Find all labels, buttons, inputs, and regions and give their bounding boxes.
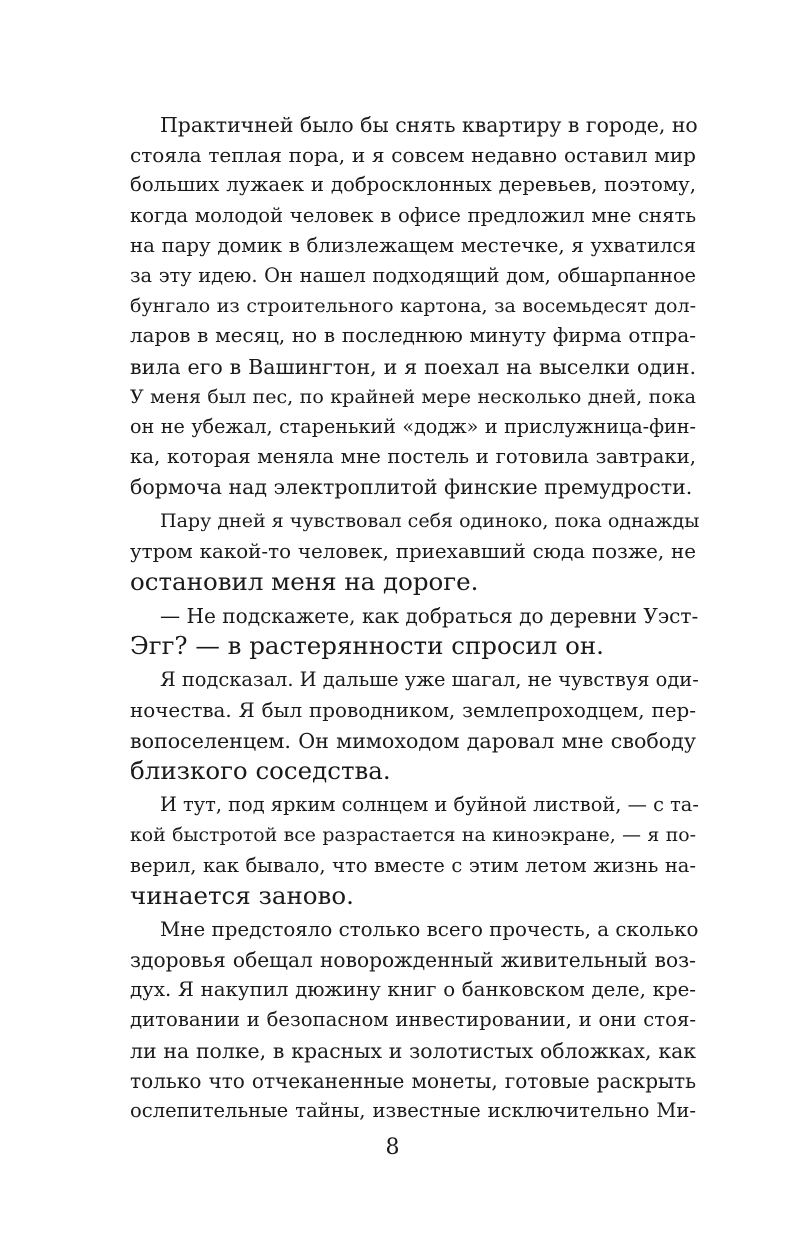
text-line: больших лужаек и добросклонных деревьев, поэтому, [130, 173, 696, 197]
paragraph [130, 665, 699, 786]
text-line: близкого соседства. [130, 755, 391, 785]
text-line: — Не подскажете, как добраться до деревни Уэст- [160, 604, 699, 628]
text-line: утром какой-то человек, приехавший сюда позже, не [130, 539, 696, 563]
text-line: чинается заново. [130, 880, 354, 910]
text-line: остановил меня на дороге. [130, 566, 479, 596]
text-line: дух. Я накупил дюжину книг о банковском деле, кре- [130, 978, 696, 1002]
text-line: стояла теплая пора, и я совсем недавно оставил мир [130, 143, 696, 168]
text-line: бунгало из строительного картона, за восемьдесят дол- [130, 295, 696, 318]
text-line: ли на полке, в красных и золотистых обложках, как [130, 1038, 696, 1063]
text-line: верил, как бывало, что вместе с этим летом жизнь на- [130, 853, 696, 877]
text-line: на пару домик в близлежащем местечке, я ухватился [130, 233, 696, 257]
paragraph [130, 601, 699, 661]
text-line: У меня был пес, по крайней мере несколько дней, пока [130, 385, 696, 408]
text-line: бормоча над электроплитой финские премудрости. [130, 475, 693, 500]
text-line: Пару дней я чувствовал себя одиноко, пока однажды [160, 510, 700, 533]
text-line: Практичней было бы снять квартиру в городе, но [160, 113, 698, 137]
paragraph [130, 110, 696, 502]
text-line: И тут, под ярким солнцем и буйной листвой, — с та- [160, 793, 699, 817]
text-line: Я подсказал. И дальше уже шагал, не чувствуя оди- [160, 668, 699, 692]
text-line: он не убежал, старенький «додж» и прислужница-фин- [130, 414, 696, 438]
text-line: ночества. Я был проводником, землепроходцем, пер- [130, 698, 696, 722]
page-number: 8 [385, 1135, 400, 1160]
text-line: здоровья обещал новорожденный живительный воз- [130, 948, 696, 973]
text-line: Мне предстояло столько всего прочесть, а сколько [160, 917, 699, 941]
text-line: кой быстротой все разрастается на киноэкране, — я по- [130, 824, 696, 847]
text-line: когда молодой человек в офисе предложил мне снять [130, 203, 696, 227]
text-line: ослепительные тайны, известные исключительно Ми- [130, 1099, 696, 1122]
text-line: только что отчеканенные монеты, готовые раскрыть [130, 1068, 696, 1093]
body-text [130, 110, 700, 1126]
paragraph [130, 506, 700, 597]
text-line: вопоселенцем. Он мимоходом даровал мне свободу [130, 728, 696, 753]
text-line: Эгг? — в растерянности спросил он. [130, 631, 604, 661]
text-line: ларов в месяц, но в последнюю минуту фирма отпра- [130, 324, 696, 348]
text-line: за эту идею. Он нашел подходящий дом, обшарпанное [130, 263, 696, 287]
text-line: дитовании и безопасном инвестировании, и они стоя- [130, 1008, 696, 1032]
text-line: ка, которая меняла мне постель и готовила завтраки, [130, 445, 696, 469]
paragraph [130, 790, 699, 911]
paragraph [130, 915, 699, 1126]
text-line: вила его в Вашингтон, и я поехал на выселки один. [130, 354, 696, 379]
